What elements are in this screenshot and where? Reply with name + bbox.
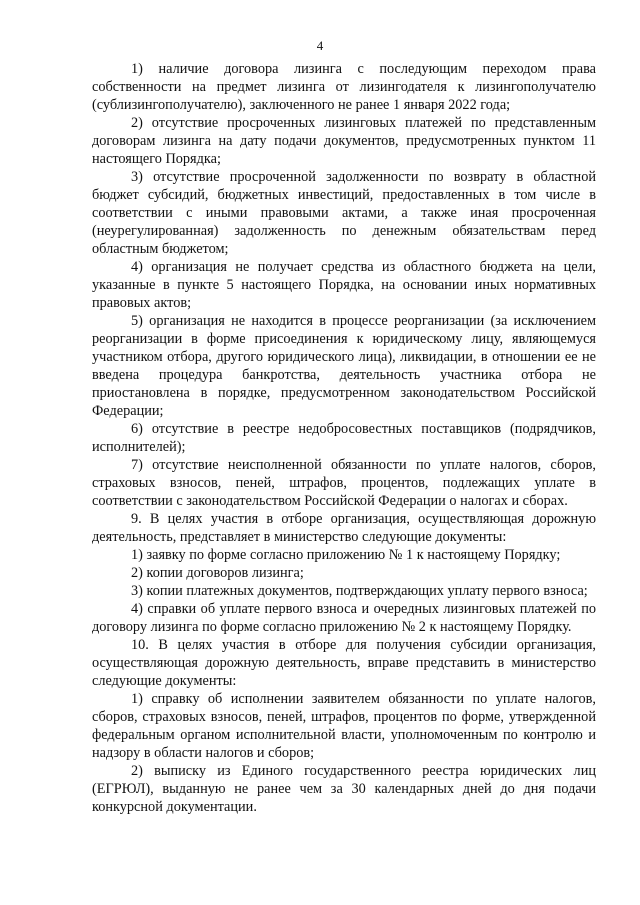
paragraph-doc-2-lease-copies: 2) копии договоров лизинга; <box>131 565 304 581</box>
document-body <box>92 60 596 816</box>
paragraph-item-6-not-in-registry: 6) отсутствие в реестре недобросовестных поставщиков (подрядчиков, исполнителей); <box>92 421 596 455</box>
paragraph-optional-1-tax-certificate: 1) справку об исполнении заявителем обязанности по уплате налогов, сборов, страховых взносов, пеней, штрафов, процентов по форме, утвержденной федеральным органом исполнительной власти, уполномоченным по контролю и надзору в области налогов и сборов; <box>92 691 596 761</box>
paragraph-doc-1-application: 1) заявку по форме согласно приложению № 1 к настоящему Порядку; <box>131 547 561 563</box>
paragraph-item-4-no-other-funding: 4) организация не получает средства из областного бюджета на цели, указанные в пункте 5 настоящего Порядка, на основании иных нормативных правовых актов; <box>92 259 596 311</box>
paragraph-optional-2-egrul-extract: 2) выписку из Единого государственного реестра юридических лиц (ЕГРЮЛ), выданную не ранее чем за 30 календарных дней до дня подачи конкурсной документации. <box>92 763 596 815</box>
paragraph-doc-3-payment-copies: 3) копии платежных документов, подтверждающих уплату первого взноса; <box>131 583 588 599</box>
paragraph-item-2-no-overdue-payments: 2) отсутствие просроченных лизинговых платежей по представленным договорам лизинга на дату подачи документов, предусмотренных пунктом 11 настоящего Порядка; <box>92 115 596 167</box>
paragraph-clause-10: 10. В целях участия в отборе для получения субсидии организация, осуществляющая дорожную деятельность, вправе представить в министерство следующие документы: <box>92 637 596 689</box>
paragraph-doc-4-payment-certificates: 4) справки об уплате первого взноса и очередных лизинговых платежей по договору лизинга по форме согласно приложению № 2 к настоящему Порядку. <box>92 601 596 635</box>
paragraph-item-7-no-tax-debt: 7) отсутствие неисполненной обязанности по уплате налогов, сборов, страховых взносов, пеней, штрафов, процентов, подлежащих уплате в соответствии с законодательством Российской Федерации о налогах и сборах. <box>92 457 596 509</box>
paragraph-item-3-no-budget-debt: 3) отсутствие просроченной задолженности по возврату в областной бюджет субсидий, бюджетных инвестиций, предоставленных в том числе в соответствии с иными правовыми актами, а также иная просроченная (неурегулированная) задолженность по денежным обязательствам перед областным бюджетом; <box>92 169 596 257</box>
page-number: 4 <box>316 38 324 53</box>
paragraph-item-5-no-reorganization: 5) организация не находится в процессе реорганизации (за исключением реорганизации в форме присоединения к юридическому лицу, являющемуся участником отбора, другого юридического лица), ликвидации, в отношении ее не введена процедура банкротства, деятельность участника отбора не приостановлена в порядке, предусмотренном законодательством Российской Федерации; <box>92 313 596 419</box>
paragraph-clause-9: 9. В целях участия в отборе организация, осуществляющая дорожную деятельность, представляет в министерство следующие документы: <box>92 511 596 545</box>
paragraph-item-1-lease-contract: 1) наличие договора лизинга с последующим переходом права собственности на предмет лизинга от лизингодателя к лизингополучателю (сублизингополучателю), заключенного не ранее 1 января 2022 года; <box>92 61 596 113</box>
